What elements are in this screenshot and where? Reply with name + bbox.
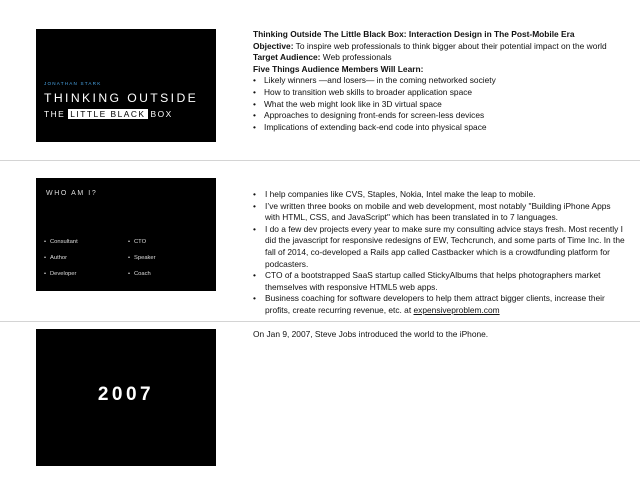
objective-text: To inspire web professionals to think bigger about their potential impact on the world	[293, 40, 607, 51]
divider	[0, 321, 640, 322]
slide-thinking-outside	[36, 29, 216, 142]
list-item: • Speaker	[128, 250, 156, 266]
list-item: • CTO of a bootstrapped SaaS startup called StickyAlbums that helps photographers market themselves with responsive HTML5 web apps.	[253, 270, 625, 293]
list-item: • Implications of extending back-end code into physical space	[253, 122, 625, 134]
objective-label: Objective:	[253, 40, 294, 51]
notes-text: On Jan 9, 2007, Steve Jobs introduced the world to the iPhone.	[253, 329, 489, 339]
author-name: JONATHAN STARK	[44, 81, 102, 86]
slide-title: WHO AM I?	[46, 190, 98, 197]
list-item: • What the web might look like in 3D virtual space	[253, 99, 625, 111]
title-highlight: LITTLE BLACK	[70, 109, 146, 119]
notes-iphone	[253, 329, 625, 341]
divider	[0, 160, 640, 161]
slide-title-line2	[44, 109, 173, 119]
learn-heading: Five Things Audience Members Will Learn:	[253, 63, 424, 74]
list-item: • I help companies like CVS, Staples, Nokia, Intel make the leap to mobile.	[253, 189, 625, 201]
expensiveproblem-link[interactable]: expensiveproblem.com	[413, 304, 500, 315]
slide-year: 2007	[97, 384, 155, 405]
roles-list-left	[44, 234, 78, 282]
target-audience	[253, 52, 625, 64]
roles-list-right	[128, 234, 156, 282]
list-item: • Author	[44, 250, 78, 266]
notes-talk-abstract	[253, 29, 625, 133]
talk-title: Thinking Outside The Little Black Box: Interaction Design in The Post-Mobile Era	[253, 29, 575, 39]
list-item: • Coach	[128, 266, 156, 282]
list-item: • Developer	[44, 266, 78, 282]
bio-list	[253, 189, 625, 317]
list-item: • Approaches to designing front-ends for screen-less devices	[253, 110, 625, 122]
list-item: • How to transition web skills to broader application space	[253, 87, 625, 99]
slide-title-line1: THINKING OUTSIDE	[44, 91, 199, 105]
list-item: • Consultant	[44, 234, 78, 250]
list-item: • I do a few dev projects every year to make sure my consulting advice stays fresh. Most recently I did the javascript for responsive redesigns of EW, Techcrunch, and some parts of Time Inc. In the fall of 2014, co-developed a Rails app called Castbacker which is a crowdfunding platform for podcasters.	[253, 224, 625, 270]
learn-list	[253, 75, 625, 133]
slide-who-am-i	[36, 178, 216, 291]
audience-text: Web professionals	[320, 52, 392, 63]
coaching-text: Business coaching for software developers to help them attract bigger clients, increase their profits, create recurring revenue, etc. at	[265, 293, 605, 315]
title-word-box: BOX	[150, 109, 173, 119]
list-item: • CTO	[128, 234, 156, 250]
objective	[253, 41, 625, 53]
title-word-the: THE	[44, 109, 66, 119]
slide-2007	[36, 329, 216, 466]
notes-bio	[253, 189, 625, 317]
list-item: • Likely winners —and losers— in the coming networked society	[253, 75, 625, 87]
list-item	[253, 293, 625, 316]
list-item: • I’ve written three books on mobile and web development, most notably "Building iPhone Apps with HTML, CSS, and JavaScript" which has been translated in to 7 languages.	[253, 201, 625, 224]
audience-label: Target Audience:	[253, 52, 321, 63]
